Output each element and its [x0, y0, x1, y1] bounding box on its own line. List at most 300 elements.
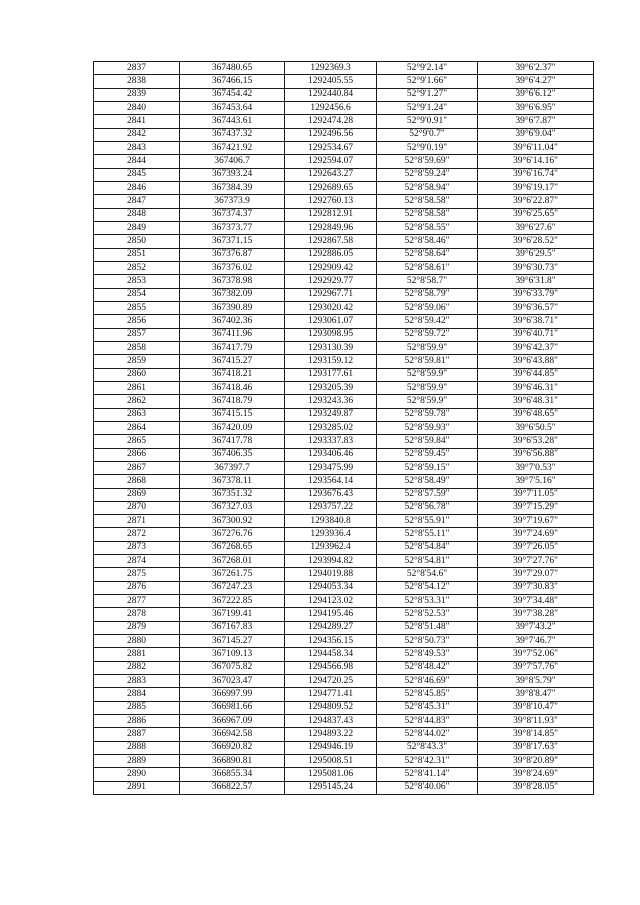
- latitude-cell: 52°8'59.84": [377, 435, 478, 448]
- latitude-cell: 52°8'51.48": [377, 621, 478, 634]
- table-row: [94, 421, 594, 434]
- point-number-cell: 2867: [94, 461, 180, 474]
- y-coordinate-cell: 1293061.07: [285, 315, 377, 328]
- longitude-cell: 39°6'30.73": [478, 261, 594, 274]
- latitude-cell: 52°8'45.85": [377, 688, 478, 701]
- latitude-cell: 52°8'59.24": [377, 168, 478, 181]
- latitude-cell: 52°9'1.24": [377, 101, 478, 114]
- longitude-cell: 39°6'29.5": [478, 248, 594, 261]
- x-coordinate-cell: 367374.37: [180, 208, 285, 221]
- point-number-cell: 2838: [94, 75, 180, 88]
- point-number-cell: 2837: [94, 62, 180, 75]
- point-number-cell: 2844: [94, 155, 180, 168]
- longitude-cell: 39°7'30.83": [478, 581, 594, 594]
- x-coordinate-cell: 367378.11: [180, 475, 285, 488]
- point-number-cell: 2879: [94, 621, 180, 634]
- x-coordinate-cell: 367406.7: [180, 155, 285, 168]
- latitude-cell: 52°8'59.93": [377, 421, 478, 434]
- latitude-cell: 52°9'1.66": [377, 75, 478, 88]
- x-coordinate-cell: 367373.9: [180, 195, 285, 208]
- table-row: [94, 701, 594, 714]
- y-coordinate-cell: 1293205.39: [285, 381, 377, 394]
- x-coordinate-cell: 367247.23: [180, 581, 285, 594]
- table-row: [94, 235, 594, 248]
- y-coordinate-cell: 1294809.52: [285, 701, 377, 714]
- point-number-cell: 2886: [94, 715, 180, 728]
- latitude-cell: 52°8'58.94": [377, 181, 478, 194]
- point-number-cell: 2843: [94, 141, 180, 154]
- x-coordinate-cell: 367382.09: [180, 288, 285, 301]
- longitude-cell: 39°6'22.87": [478, 195, 594, 208]
- longitude-cell: 39°6'56.88": [478, 448, 594, 461]
- longitude-cell: 39°8'8.47": [478, 688, 594, 701]
- y-coordinate-cell: 1293130.39: [285, 341, 377, 354]
- table-row: [94, 501, 594, 514]
- x-coordinate-cell: 367418.21: [180, 368, 285, 381]
- table-row: [94, 528, 594, 541]
- latitude-cell: 52°8'43.3": [377, 741, 478, 754]
- latitude-cell: 52°8'45.31": [377, 701, 478, 714]
- latitude-cell: 52°8'40.06": [377, 781, 478, 794]
- longitude-cell: 39°8'20.89": [478, 755, 594, 768]
- x-coordinate-cell: 367443.61: [180, 115, 285, 128]
- longitude-cell: 39°6'27.6": [478, 221, 594, 234]
- longitude-cell: 39°6'9.04": [478, 128, 594, 141]
- x-coordinate-cell: 367199.41: [180, 608, 285, 621]
- longitude-cell: 39°6'11.04": [478, 141, 594, 154]
- table-row: [94, 581, 594, 594]
- y-coordinate-cell: 1293962.4: [285, 541, 377, 554]
- table-row: [94, 675, 594, 688]
- y-coordinate-cell: 1295081.06: [285, 768, 377, 781]
- table-row: [94, 648, 594, 661]
- y-coordinate-cell: 1294458.34: [285, 648, 377, 661]
- point-number-cell: 2880: [94, 635, 180, 648]
- longitude-cell: 39°6'4.27": [478, 75, 594, 88]
- point-number-cell: 2853: [94, 275, 180, 288]
- latitude-cell: 52°9'0.19": [377, 141, 478, 154]
- point-number-cell: 2870: [94, 501, 180, 514]
- longitude-cell: 39°6'53.28": [478, 435, 594, 448]
- latitude-cell: 52°8'59.42": [377, 315, 478, 328]
- y-coordinate-cell: 1292867.58: [285, 235, 377, 248]
- point-number-cell: 2869: [94, 488, 180, 501]
- longitude-cell: 39°7'19.67": [478, 515, 594, 528]
- longitude-cell: 39°7'15.29": [478, 501, 594, 514]
- latitude-cell: 52°8'44.02": [377, 728, 478, 741]
- longitude-cell: 39°8'5.79": [478, 675, 594, 688]
- y-coordinate-cell: 1294837.43: [285, 715, 377, 728]
- table-row: [94, 635, 594, 648]
- longitude-cell: 39°8'28.05": [478, 781, 594, 794]
- point-number-cell: 2882: [94, 661, 180, 674]
- x-coordinate-cell: 366822.57: [180, 781, 285, 794]
- x-coordinate-cell: 367420.09: [180, 421, 285, 434]
- y-coordinate-cell: 1293757.22: [285, 501, 377, 514]
- table-row: [94, 62, 594, 75]
- latitude-cell: 52°8'59.45": [377, 448, 478, 461]
- y-coordinate-cell: 1292909.42: [285, 261, 377, 274]
- latitude-cell: 52°8'52.53": [377, 608, 478, 621]
- latitude-cell: 52°8'42.31": [377, 755, 478, 768]
- point-number-cell: 2842: [94, 128, 180, 141]
- latitude-cell: 52°8'59.9": [377, 395, 478, 408]
- longitude-cell: 39°8'17.63": [478, 741, 594, 754]
- y-coordinate-cell: 1293406.46: [285, 448, 377, 461]
- latitude-cell: 52°8'59.06": [377, 301, 478, 314]
- table-row: [94, 301, 594, 314]
- longitude-cell: 39°8'24.69": [478, 768, 594, 781]
- table-row: [94, 541, 594, 554]
- point-number-cell: 2881: [94, 648, 180, 661]
- table-row: [94, 728, 594, 741]
- latitude-cell: 52°8'56.78": [377, 501, 478, 514]
- x-coordinate-cell: 367276.76: [180, 528, 285, 541]
- x-coordinate-cell: 366855.34: [180, 768, 285, 781]
- longitude-cell: 39°6'2.37": [478, 62, 594, 75]
- latitude-cell: 52°9'1.27": [377, 88, 478, 101]
- point-number-cell: 2856: [94, 315, 180, 328]
- y-coordinate-cell: 1294123.02: [285, 595, 377, 608]
- longitude-cell: 39°7'38.28": [478, 608, 594, 621]
- x-coordinate-cell: 366920.82: [180, 741, 285, 754]
- point-number-cell: 2862: [94, 395, 180, 408]
- y-coordinate-cell: 1292594.07: [285, 155, 377, 168]
- table-row: [94, 515, 594, 528]
- table-row: [94, 341, 594, 354]
- y-coordinate-cell: 1294195.46: [285, 608, 377, 621]
- point-number-cell: 2884: [94, 688, 180, 701]
- x-coordinate-cell: 367371.15: [180, 235, 285, 248]
- y-coordinate-cell: 1292929.77: [285, 275, 377, 288]
- longitude-cell: 39°6'19.17": [478, 181, 594, 194]
- longitude-cell: 39°6'42.37": [478, 341, 594, 354]
- table-row: [94, 621, 594, 634]
- x-coordinate-cell: 366997.99: [180, 688, 285, 701]
- y-coordinate-cell: 1292760.13: [285, 195, 377, 208]
- point-number-cell: 2888: [94, 741, 180, 754]
- table-row: [94, 555, 594, 568]
- latitude-cell: 52°8'58.46": [377, 235, 478, 248]
- x-coordinate-cell: 367393.24: [180, 168, 285, 181]
- table-row: [94, 715, 594, 728]
- x-coordinate-cell: 367466.15: [180, 75, 285, 88]
- y-coordinate-cell: 1295008.51: [285, 755, 377, 768]
- y-coordinate-cell: 1294019.88: [285, 568, 377, 581]
- y-coordinate-cell: 1293475.99: [285, 461, 377, 474]
- longitude-cell: 39°6'16.74": [478, 168, 594, 181]
- latitude-cell: 52°8'58.58": [377, 208, 478, 221]
- x-coordinate-cell: 367327.03: [180, 501, 285, 514]
- point-number-cell: 2859: [94, 355, 180, 368]
- point-number-cell: 2848: [94, 208, 180, 221]
- latitude-cell: 52°8'58.58": [377, 195, 478, 208]
- table-row: [94, 181, 594, 194]
- latitude-cell: 52°8'59.81": [377, 355, 478, 368]
- y-coordinate-cell: 1293676.43: [285, 488, 377, 501]
- point-number-cell: 2872: [94, 528, 180, 541]
- latitude-cell: 52°8'54.6": [377, 568, 478, 581]
- point-number-cell: 2871: [94, 515, 180, 528]
- point-number-cell: 2840: [94, 101, 180, 114]
- x-coordinate-cell: 367418.46: [180, 381, 285, 394]
- latitude-cell: 52°8'59.72": [377, 328, 478, 341]
- table-row: [94, 448, 594, 461]
- latitude-cell: 52°9'0.91": [377, 115, 478, 128]
- table-row: [94, 115, 594, 128]
- longitude-cell: 39°6'6.95": [478, 101, 594, 114]
- point-number-cell: 2875: [94, 568, 180, 581]
- longitude-cell: 39°7'5.16": [478, 475, 594, 488]
- latitude-cell: 52°8'57.59": [377, 488, 478, 501]
- y-coordinate-cell: 1293994.82: [285, 555, 377, 568]
- point-number-cell: 2864: [94, 421, 180, 434]
- table-row: [94, 568, 594, 581]
- table-row: [94, 381, 594, 394]
- table-row: [94, 781, 594, 794]
- table-row: [94, 688, 594, 701]
- table-row: [94, 315, 594, 328]
- x-coordinate-cell: 367415.27: [180, 355, 285, 368]
- y-coordinate-cell: 1294720.25: [285, 675, 377, 688]
- x-coordinate-cell: 367373.77: [180, 221, 285, 234]
- point-number-cell: 2846: [94, 181, 180, 194]
- point-number-cell: 2877: [94, 595, 180, 608]
- point-number-cell: 2855: [94, 301, 180, 314]
- y-coordinate-cell: 1293177.61: [285, 368, 377, 381]
- longitude-cell: 39°7'29.07": [478, 568, 594, 581]
- point-number-cell: 2868: [94, 475, 180, 488]
- point-number-cell: 2839: [94, 88, 180, 101]
- point-number-cell: 2878: [94, 608, 180, 621]
- point-number-cell: 2885: [94, 701, 180, 714]
- longitude-cell: 39°6'36.57": [478, 301, 594, 314]
- longitude-cell: 39°6'28.52": [478, 235, 594, 248]
- point-number-cell: 2891: [94, 781, 180, 794]
- x-coordinate-cell: 367145.27: [180, 635, 285, 648]
- point-number-cell: 2889: [94, 755, 180, 768]
- point-number-cell: 2887: [94, 728, 180, 741]
- table-row: [94, 141, 594, 154]
- longitude-cell: 39°8'10.47": [478, 701, 594, 714]
- coordinates-table-body: [94, 62, 594, 795]
- point-number-cell: 2852: [94, 261, 180, 274]
- table-row: [94, 275, 594, 288]
- point-number-cell: 2860: [94, 368, 180, 381]
- latitude-cell: 52°9'0.7": [377, 128, 478, 141]
- longitude-cell: 39°6'48.65": [478, 408, 594, 421]
- longitude-cell: 39°7'26.05": [478, 541, 594, 554]
- point-number-cell: 2850: [94, 235, 180, 248]
- x-coordinate-cell: 367222.85: [180, 595, 285, 608]
- longitude-cell: 39°7'27.76": [478, 555, 594, 568]
- latitude-cell: 52°8'58.79": [377, 288, 478, 301]
- table-row: [94, 208, 594, 221]
- y-coordinate-cell: 1292689.65: [285, 181, 377, 194]
- table-row: [94, 261, 594, 274]
- longitude-cell: 39°7'34.48": [478, 595, 594, 608]
- y-coordinate-cell: 1294946.19: [285, 741, 377, 754]
- point-number-cell: 2873: [94, 541, 180, 554]
- latitude-cell: 52°8'59.69": [377, 155, 478, 168]
- y-coordinate-cell: 1293285.02: [285, 421, 377, 434]
- x-coordinate-cell: 367261.75: [180, 568, 285, 581]
- y-coordinate-cell: 1293249.87: [285, 408, 377, 421]
- table-row: [94, 168, 594, 181]
- table-row: [94, 155, 594, 168]
- y-coordinate-cell: 1292849.96: [285, 221, 377, 234]
- point-number-cell: 2876: [94, 581, 180, 594]
- latitude-cell: 52°8'54.84": [377, 541, 478, 554]
- point-number-cell: 2865: [94, 435, 180, 448]
- y-coordinate-cell: 1292886.05: [285, 248, 377, 261]
- latitude-cell: 52°8'41.14": [377, 768, 478, 781]
- point-number-cell: 2854: [94, 288, 180, 301]
- x-coordinate-cell: 367480.65: [180, 62, 285, 75]
- x-coordinate-cell: 366890.81: [180, 755, 285, 768]
- y-coordinate-cell: 1293337.83: [285, 435, 377, 448]
- x-coordinate-cell: 367417.79: [180, 341, 285, 354]
- x-coordinate-cell: 367397.7: [180, 461, 285, 474]
- x-coordinate-cell: 367402.36: [180, 315, 285, 328]
- longitude-cell: 39°6'44.85": [478, 368, 594, 381]
- longitude-cell: 39°6'40.71": [478, 328, 594, 341]
- table-row: [94, 741, 594, 754]
- y-coordinate-cell: 1294566.98: [285, 661, 377, 674]
- x-coordinate-cell: 367167.83: [180, 621, 285, 634]
- table-row: [94, 488, 594, 501]
- x-coordinate-cell: 367454.42: [180, 88, 285, 101]
- x-coordinate-cell: 367300.92: [180, 515, 285, 528]
- y-coordinate-cell: 1294893.22: [285, 728, 377, 741]
- table-row: [94, 368, 594, 381]
- y-coordinate-cell: 1293098.95: [285, 328, 377, 341]
- point-number-cell: 2866: [94, 448, 180, 461]
- point-number-cell: 2851: [94, 248, 180, 261]
- x-coordinate-cell: 367415.15: [180, 408, 285, 421]
- coordinates-table: [93, 61, 594, 795]
- table-row: [94, 88, 594, 101]
- table-row: [94, 661, 594, 674]
- longitude-cell: 39°7'11.05": [478, 488, 594, 501]
- y-coordinate-cell: 1292812.91: [285, 208, 377, 221]
- point-number-cell: 2863: [94, 408, 180, 421]
- latitude-cell: 52°8'59.15": [377, 461, 478, 474]
- x-coordinate-cell: 367376.02: [180, 261, 285, 274]
- longitude-cell: 39°6'46.31": [478, 381, 594, 394]
- longitude-cell: 39°6'33.79": [478, 288, 594, 301]
- point-number-cell: 2847: [94, 195, 180, 208]
- latitude-cell: 52°8'46.69": [377, 675, 478, 688]
- longitude-cell: 39°6'14.16": [478, 155, 594, 168]
- y-coordinate-cell: 1292456.6: [285, 101, 377, 114]
- point-number-cell: 2858: [94, 341, 180, 354]
- y-coordinate-cell: 1292369.3: [285, 62, 377, 75]
- latitude-cell: 52°8'58.64": [377, 248, 478, 261]
- latitude-cell: 52°8'49.53": [377, 648, 478, 661]
- latitude-cell: 52°8'54.81": [377, 555, 478, 568]
- longitude-cell: 39°7'24.69": [478, 528, 594, 541]
- x-coordinate-cell: 366942.58: [180, 728, 285, 741]
- x-coordinate-cell: 367268.01: [180, 555, 285, 568]
- longitude-cell: 39°6'7.87": [478, 115, 594, 128]
- point-number-cell: 2883: [94, 675, 180, 688]
- point-number-cell: 2861: [94, 381, 180, 394]
- latitude-cell: 52°8'58.55": [377, 221, 478, 234]
- x-coordinate-cell: 367378.98: [180, 275, 285, 288]
- x-coordinate-cell: 367023.47: [180, 675, 285, 688]
- longitude-cell: 39°7'0.53": [478, 461, 594, 474]
- table-row: [94, 395, 594, 408]
- table-row: [94, 435, 594, 448]
- x-coordinate-cell: 367109.13: [180, 648, 285, 661]
- y-coordinate-cell: 1295145.24: [285, 781, 377, 794]
- longitude-cell: 39°7'43.2": [478, 621, 594, 634]
- y-coordinate-cell: 1292967.71: [285, 288, 377, 301]
- y-coordinate-cell: 1293564.14: [285, 475, 377, 488]
- longitude-cell: 39°6'25.65": [478, 208, 594, 221]
- y-coordinate-cell: 1294771.41: [285, 688, 377, 701]
- longitude-cell: 39°7'57.76": [478, 661, 594, 674]
- longitude-cell: 39°7'52.06": [478, 648, 594, 661]
- latitude-cell: 52°8'48.42": [377, 661, 478, 674]
- point-number-cell: 2857: [94, 328, 180, 341]
- y-coordinate-cell: 1294289.27: [285, 621, 377, 634]
- table-row: [94, 461, 594, 474]
- longitude-cell: 39°6'31.8": [478, 275, 594, 288]
- x-coordinate-cell: 367268.65: [180, 541, 285, 554]
- x-coordinate-cell: 367384.39: [180, 181, 285, 194]
- table-row: [94, 608, 594, 621]
- latitude-cell: 52°8'59.9": [377, 368, 478, 381]
- y-coordinate-cell: 1292440.84: [285, 88, 377, 101]
- latitude-cell: 52°8'55.11": [377, 528, 478, 541]
- latitude-cell: 52°8'50.73": [377, 635, 478, 648]
- table-row: [94, 355, 594, 368]
- x-coordinate-cell: 367418.79: [180, 395, 285, 408]
- y-coordinate-cell: 1292405.55: [285, 75, 377, 88]
- longitude-cell: 39°6'38.71": [478, 315, 594, 328]
- y-coordinate-cell: 1293020.42: [285, 301, 377, 314]
- table-row: [94, 248, 594, 261]
- y-coordinate-cell: 1293840.8: [285, 515, 377, 528]
- x-coordinate-cell: 367075.82: [180, 661, 285, 674]
- latitude-cell: 52°8'58.49": [377, 475, 478, 488]
- latitude-cell: 52°8'44.83": [377, 715, 478, 728]
- y-coordinate-cell: 1293159.12: [285, 355, 377, 368]
- longitude-cell: 39°6'48.31": [478, 395, 594, 408]
- x-coordinate-cell: 367411.96: [180, 328, 285, 341]
- table-row: [94, 101, 594, 114]
- y-coordinate-cell: 1293243.36: [285, 395, 377, 408]
- table-row: [94, 221, 594, 234]
- latitude-cell: 52°8'59.78": [377, 408, 478, 421]
- table-row: [94, 195, 594, 208]
- table-row: [94, 128, 594, 141]
- table-row: [94, 408, 594, 421]
- y-coordinate-cell: 1294356.15: [285, 635, 377, 648]
- longitude-cell: 39°6'6.12": [478, 88, 594, 101]
- longitude-cell: 39°8'14.85": [478, 728, 594, 741]
- x-coordinate-cell: 367406.35: [180, 448, 285, 461]
- x-coordinate-cell: 367437.32: [180, 128, 285, 141]
- table-row: [94, 328, 594, 341]
- longitude-cell: 39°7'46.7": [478, 635, 594, 648]
- point-number-cell: 2874: [94, 555, 180, 568]
- table-row: [94, 768, 594, 781]
- y-coordinate-cell: 1292643.27: [285, 168, 377, 181]
- x-coordinate-cell: 367351.32: [180, 488, 285, 501]
